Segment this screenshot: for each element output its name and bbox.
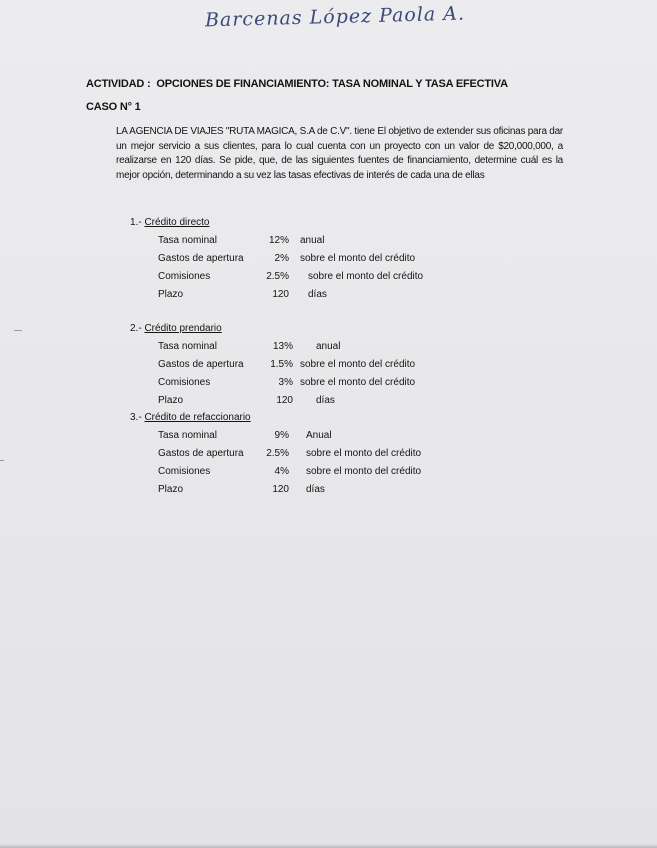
term-value: 2.5% bbox=[266, 271, 289, 282]
term-unit: Anual bbox=[306, 430, 332, 441]
term-unit: días bbox=[308, 289, 327, 300]
term-row-plazo bbox=[130, 286, 327, 304]
term-unit: anual bbox=[300, 235, 325, 246]
section-name: Crédito prendario bbox=[144, 323, 222, 334]
section-name: Crédito de refaccionario bbox=[144, 412, 251, 423]
section-number: 2.- bbox=[130, 323, 142, 334]
term-value: 3% bbox=[278, 377, 293, 388]
term-label: Comisiones bbox=[158, 466, 211, 477]
term-row-plazo bbox=[130, 481, 325, 499]
financing-option-2 bbox=[130, 322, 416, 410]
section-title bbox=[130, 411, 251, 425]
term-label: Plazo bbox=[158, 289, 184, 300]
activity-title: OPCIONES DE FINANCIAMIENTO: TASA NOMINAL Y TASA EFECTIVA bbox=[156, 78, 508, 90]
term-value: 120 bbox=[272, 289, 289, 300]
term-label: Tasa nominal bbox=[158, 235, 217, 246]
handwritten-student-name: Barcenas López Paola A. bbox=[204, 2, 466, 32]
term-row-comisiones bbox=[130, 268, 424, 286]
term-row-tasa-nominal bbox=[130, 427, 332, 445]
term-unit: sobre el monto del crédito bbox=[306, 448, 422, 459]
scan-artifact bbox=[0, 460, 4, 461]
activity-heading bbox=[86, 78, 508, 90]
term-label: Gastos de apertura bbox=[158, 359, 244, 370]
term-value: 12% bbox=[268, 235, 289, 246]
term-value: 2.5% bbox=[266, 448, 289, 459]
term-row-gastos-apertura bbox=[130, 356, 416, 374]
term-row-tasa-nominal bbox=[130, 232, 325, 250]
term-label: Comisiones bbox=[158, 377, 211, 388]
term-label: Gastos de apertura bbox=[158, 253, 244, 264]
case-number: CASO N° 1 bbox=[86, 101, 141, 113]
term-value: 120 bbox=[272, 484, 289, 495]
term-unit: días bbox=[306, 484, 325, 495]
section-title bbox=[130, 322, 222, 336]
term-value: 1.5% bbox=[270, 359, 293, 370]
term-label: Plazo bbox=[158, 484, 184, 495]
term-unit: sobre el monto del crédito bbox=[308, 271, 424, 282]
page-bottom-edge bbox=[0, 844, 657, 848]
term-row-plazo bbox=[130, 392, 335, 410]
term-unit: sobre el monto del crédito bbox=[300, 359, 416, 370]
section-number: 3.- bbox=[130, 412, 142, 423]
term-value: 4% bbox=[274, 466, 289, 477]
term-row-comisiones bbox=[130, 374, 416, 392]
term-row-gastos-apertura bbox=[130, 445, 422, 463]
term-label: Gastos de apertura bbox=[158, 448, 244, 459]
term-value: 120 bbox=[276, 395, 293, 406]
term-unit: días bbox=[316, 395, 335, 406]
term-row-tasa-nominal bbox=[130, 338, 341, 356]
term-label: Plazo bbox=[158, 395, 184, 406]
scan-artifact bbox=[14, 330, 22, 331]
case-description: LA AGENCIA DE VIAJES "RUTA MAGICA, S.A de C.V". tiene El objetivo de extender sus oficinas para dar un mejor servicio a sus clientes, para lo cual cuenta con un proyecto con un valor de $20,000,000, a realizarse en 120 días. Se pide, que, de las siguientes fuentes de financiamiento, determine cuál es la mejor opción, determinando a su vez las tasas efectivas de interés de cada una de ellas bbox=[116, 126, 563, 181]
term-unit: anual bbox=[316, 341, 341, 352]
term-value: 9% bbox=[274, 430, 289, 441]
term-label: Comisiones bbox=[158, 271, 211, 282]
term-unit: sobre el monto del crédito bbox=[300, 377, 416, 388]
term-row-comisiones bbox=[130, 463, 422, 481]
term-value: 13% bbox=[272, 341, 293, 352]
term-value: 2% bbox=[274, 253, 289, 264]
section-title bbox=[130, 216, 209, 230]
term-label: Tasa nominal bbox=[158, 341, 217, 352]
financing-option-3 bbox=[130, 411, 422, 499]
term-unit: sobre el monto del crédito bbox=[300, 253, 416, 264]
section-name: Crédito directo bbox=[144, 217, 210, 228]
activity-label: ACTIVIDAD : bbox=[86, 78, 151, 90]
financing-option-1 bbox=[130, 216, 424, 304]
term-label: Tasa nominal bbox=[158, 430, 217, 441]
term-row-gastos-apertura bbox=[130, 250, 416, 268]
section-number: 1.- bbox=[130, 217, 142, 228]
term-unit: sobre el monto del crédito bbox=[306, 466, 422, 477]
